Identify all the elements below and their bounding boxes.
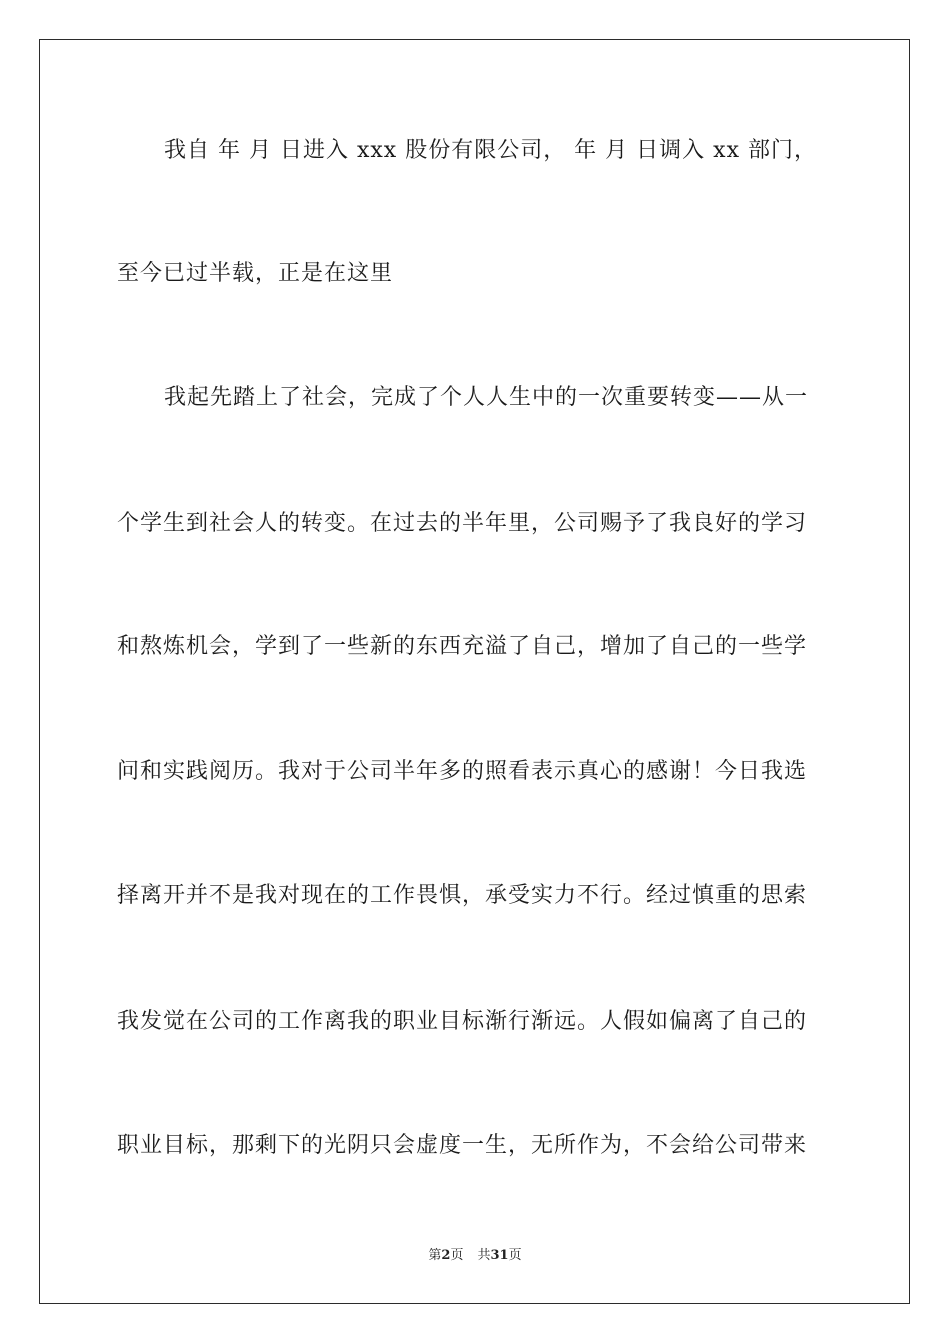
- text-line: 和熬炼机会，学到了一些新的东西充溢了自己，增加了自己的一些学: [117, 634, 808, 659]
- page-footer: [0, 1247, 950, 1265]
- total-pages: 31: [490, 1248, 509, 1263]
- text-line: 我起先踏上了社会，完成了个人人生中的一次重要转变——从一: [164, 385, 809, 410]
- page-suffix: 页: [450, 1248, 464, 1263]
- text-line: 择离开并不是我对现在的工作畏惧，承受实力不行。经过慎重的思索: [117, 883, 808, 908]
- page-prefix: 第: [428, 1248, 442, 1263]
- text-line: 个学生到社会人的转变。在过去的半年里，公司赐予了我良好的学习: [117, 511, 808, 536]
- page-border: [39, 39, 910, 1304]
- text-line: 至今已过半载，正是在这里: [117, 261, 394, 286]
- page-number: 2: [441, 1248, 451, 1263]
- total-suffix: 页: [508, 1248, 522, 1263]
- text-line: 问和实践阅历。我对于公司半年多的照看表示真心的感谢！今日我选: [117, 759, 808, 784]
- text-line: 职业目标，那剩下的光阴只会虚度一生，无所作为，不会给公司带来: [117, 1133, 808, 1158]
- text-line: 我发觉在公司的工作离我的职业目标渐行渐远。人假如偏离了自己的: [117, 1009, 808, 1034]
- text-line: 我自 年 月 日进入 xxx 股份有限公司， 年 月 日调入 xx 部门，: [164, 138, 817, 163]
- total-prefix: 共: [477, 1248, 491, 1263]
